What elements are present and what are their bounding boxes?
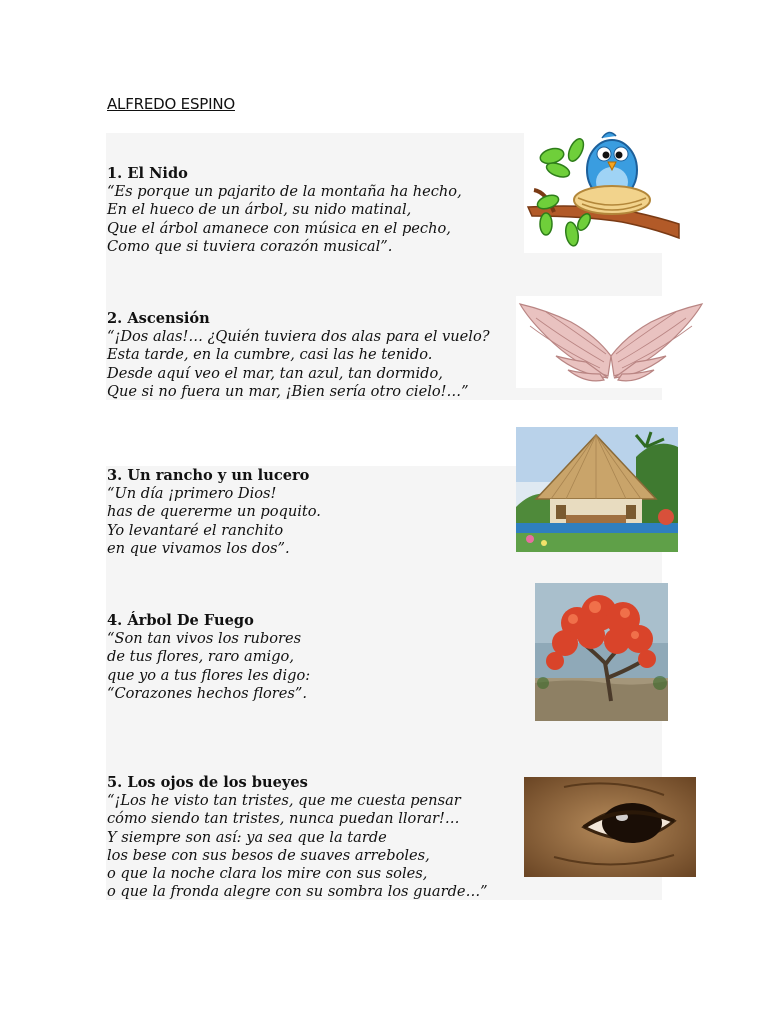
poem-2	[107, 310, 490, 401]
poem-line: Desde aquí veo el mar, tan azul, tan dormido,	[107, 364, 443, 382]
thatched-hut-icon	[516, 427, 678, 552]
poem-line: de tus flores, raro amigo,	[107, 648, 294, 666]
poem-line: o que la fronda alegre con su sombra los guarde…”	[107, 883, 488, 901]
poem-line: “¡Dos alas!… ¿Quién tuviera dos alas para el vuelo?	[107, 328, 490, 346]
poem-line: En el hueco de un árbol, su nido matinal,	[107, 201, 412, 219]
poem-line: “Son tan vivos los rubores	[107, 630, 302, 648]
flame-tree-icon	[535, 583, 668, 721]
poem-line: los bese con sus besos de suaves arreboles,	[107, 846, 430, 864]
poem-line: Yo levantaré el ranchito	[107, 521, 284, 539]
poem-line: Y siempre son así: ya sea que la tarde	[107, 828, 387, 846]
poem-line: en que vivamos los dos”.	[107, 539, 290, 557]
poem-1	[107, 165, 462, 256]
ox-eye-icon	[524, 777, 696, 877]
poem-title: 1. El Nido	[107, 165, 188, 182]
angel-wings-icon	[516, 296, 706, 388]
poem-line: Esta tarde, en la cumbre, casi las he tenido.	[107, 346, 433, 364]
poem-title: 5. Los ojos de los bueyes	[107, 774, 308, 791]
poem-line: “Corazones hechos flores”.	[107, 684, 307, 702]
poem-line: o que la noche clara los mire con sus soles,	[107, 865, 428, 883]
poem-title: 3. Un rancho y un lucero	[107, 467, 310, 484]
poem-line: has de quererme un poquito.	[107, 503, 321, 521]
poem-title: 4. Árbol De Fuego	[107, 612, 254, 629]
poem-line: cómo siendo tan tristes, nunca puedan llorar!…	[107, 810, 460, 828]
poem-4	[107, 612, 310, 703]
bird-in-nest-icon	[524, 112, 680, 252]
poem-line: que yo a tus flores les digo:	[107, 666, 311, 684]
poem-line: Como que si tuviera corazón musical”.	[107, 237, 393, 255]
poem-line: “¡Los he visto tan tristes, que me cuesta pensar	[107, 792, 461, 810]
document-title: ALFREDO ESPINO	[107, 95, 235, 113]
poem-5	[107, 774, 488, 901]
poem-line: “Es porque un pajarito de la montaña ha hecho,	[107, 183, 462, 201]
poem-line: Que el árbol amanece con música en el pecho,	[107, 219, 451, 237]
poem-3	[107, 467, 321, 558]
poem-line: Que si no fuera un mar, ¡Bien sería otro cielo!…”	[107, 382, 469, 400]
poem-title: 2. Ascensión	[107, 310, 210, 327]
poem-line: “Un día ¡primero Dios!	[107, 485, 277, 503]
